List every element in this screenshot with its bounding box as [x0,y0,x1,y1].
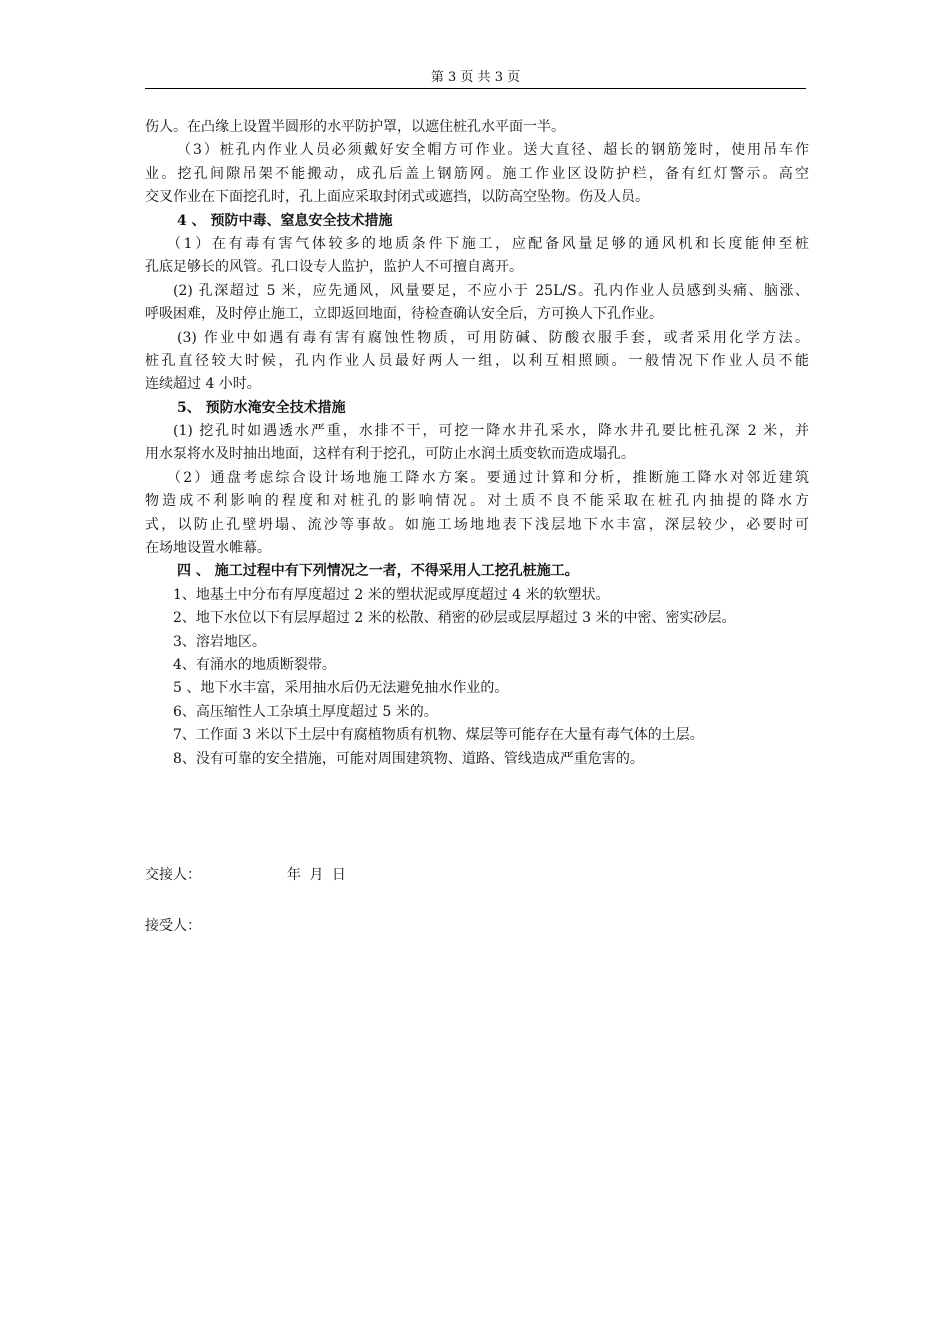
paragraph-line: 交叉作业在下面挖孔时，孔上面应采取封闭式或遮挡，以防高空坠物。伤及人员。 [145,189,649,206]
paragraph-line: 式，以防止孔壁坍塌、流沙等事故。如施工场地地表下浅层地下水丰富，深层较少，必要时可 [145,516,809,533]
paragraph-line: 7、工作面 3 米以下土层中有腐植物质有机物、煤层等可能存在大量有毒气体的土层。 [173,727,704,744]
page-header [145,68,806,88]
page-number-label: 第 3 页 共 3 页 [430,70,521,85]
paragraph-line: 物造成不利影响的程度和对桩孔的影响情况。对土质不良不能采取在桩孔内抽提的降水方 [145,493,809,510]
paragraph-line: （1）在有毒有害气体较多的地质条件下施工，应配备风量足够的通风机和长度能伸至桩 [167,235,809,252]
paragraph-line: （3）桩孔内作业人员必须戴好安全帽方可作业。送大直径、超长的钢筋笼时，使用吊车作 [177,142,809,159]
paragraph-line: 连续超过 4 小时。 [145,376,261,393]
section-heading: 4 、 预防中毒、窒息安全技术措施 [177,212,393,229]
paragraph-line: 5 、地下水丰富，采用抽水后仍无法避免抽水作业的。 [173,680,509,697]
paragraph-line: 4、有涌水的地质断裂带。 [173,656,336,673]
paragraph-line: 孔底足够长的风管。孔口设专人监护，监护人不可擅自离开。 [145,259,523,276]
paragraph-line: (1) 挖孔时如遇透水严重，水排不干，可挖一降水井孔采水，降水井孔要比桩孔深 2 米，并 [173,423,809,440]
header-divider [145,88,806,89]
paragraph-line: 业。挖孔间隙吊架不能搬动，成孔后盖上钢筋网。施工作业区设防护栏，备有红灯警示。高空 [145,165,809,182]
paragraph-line: 8、没有可靠的安全措施，可能对周围建筑物、道路、管线造成严重危害的。 [173,750,644,767]
paragraph-line: (3) 作业中如遇有毒有害有腐蚀性物质，可用防碱、防酸衣服手套，或者采用化学方法。 [177,329,809,346]
section-heading: 5、 预防水淹安全技术措施 [177,399,346,416]
paragraph-line: 6、高压缩性人工杂填土厚度超过 5 米的。 [173,703,438,720]
paragraph-line: 伤人。在凸缘上设置半圆形的水平防护罩，以遮住桩孔水平面一半。 [145,119,565,135]
paragraph-line: 在场地设置水帷幕。 [145,540,271,557]
paragraph-line: 2、地下水位以下有层厚超过 2 米的松散、稍密的砂层或层厚超过 3 米的中密、密实砂层。 [173,610,736,627]
paragraph-line: 用水泵将水及时抽出地面，这样有利于挖孔，可防止水润土质变软而造成塌孔。 [145,446,635,463]
paragraph-line: (2) 孔深超过 5 米，应先通风，风量要足，不应小于 25L/S。孔内作业人员感到头痛、脑涨、 [173,282,809,299]
receiver-person-label: 接受人： [145,918,201,934]
paragraph-line: 桩孔直径较大时候，孔内作业人员最好两人一组，以利互相照顾。一般情况下作业人员不能 [145,352,809,369]
section-heading: 四 、 施工过程中有下列情况之一者，不得采用人工挖孔桩施工。 [177,563,579,580]
paragraph-line: （2）通盘考虑综合设计场地施工降水方案。要通过计算和分析，推断施工降水对邻近建筑 [167,469,809,486]
document-body [145,116,809,771]
handover-person-label: 交接人： [145,867,201,883]
handover-date-label: 年 月 日 [287,867,346,883]
paragraph-line: 1、地基土中分布有厚度超过 2 米的塑状泥或厚度超过 4 米的软塑状。 [173,586,610,603]
paragraph-line: 呼吸困难，及时停止施工，立即返回地面，待检查确认安全后，方可换人下孔作业。 [145,306,663,323]
paragraph-line: 3、溶岩地区。 [173,633,266,650]
